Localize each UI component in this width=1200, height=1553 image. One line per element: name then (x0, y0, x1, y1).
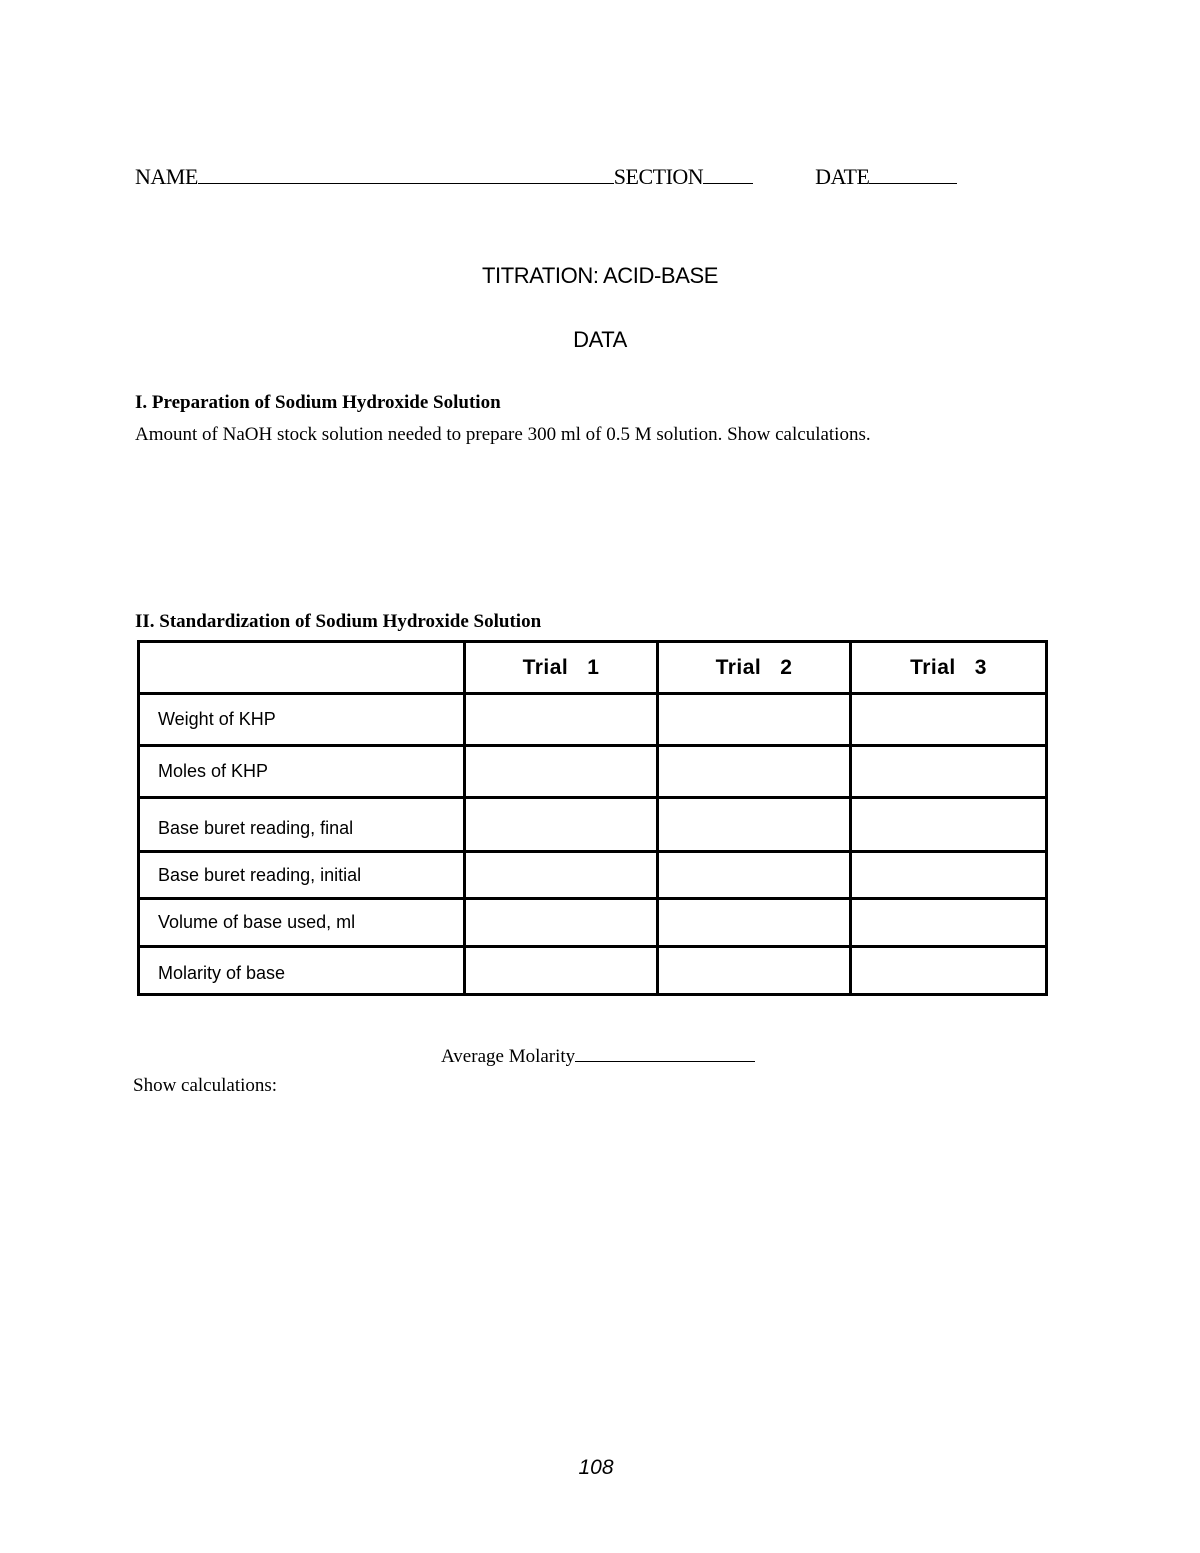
trial-2-header: Trial 2 (658, 642, 851, 694)
table-cell[interactable] (465, 798, 658, 852)
row-label: Weight of KHP (139, 694, 465, 746)
part1-heading: I. Preparation of Sodium Hydroxide Solution (135, 392, 501, 413)
show-calculations-label: Show calculations: (133, 1075, 278, 1096)
section-field[interactable] (703, 165, 753, 184)
date-label: DATE (815, 164, 870, 189)
average-molarity-label: Average Molarity (441, 1046, 576, 1067)
table-cell[interactable] (658, 899, 851, 947)
row-label: Moles of KHP (139, 746, 465, 798)
table-cell[interactable] (658, 798, 851, 852)
table-cell[interactable] (851, 947, 1047, 995)
table-cell[interactable] (465, 947, 658, 995)
part1-instruction: Amount of NaOH stock solution needed to prepare 300 ml of 0.5 M solution. Show calculations. (135, 424, 871, 445)
table-cell[interactable] (851, 746, 1047, 798)
row-label: Base buret reading, initial (139, 852, 465, 899)
table-cell[interactable] (658, 852, 851, 899)
table-row (139, 899, 1047, 947)
page-number: 108 (578, 1456, 614, 1479)
table-cell[interactable] (658, 694, 851, 746)
row-label: Volume of base used, ml (139, 899, 465, 947)
average-molarity (441, 1043, 755, 1068)
table-row (139, 798, 1047, 852)
table-cell[interactable] (465, 899, 658, 947)
table-cell[interactable] (658, 947, 851, 995)
row-label: Molarity of base (139, 947, 465, 995)
part2-heading: II. Standardization of Sodium Hydroxide Solution (135, 611, 542, 632)
section-label: SECTION (613, 164, 704, 189)
name-field[interactable] (198, 165, 614, 184)
table-cell[interactable] (658, 746, 851, 798)
table-header-blank (139, 642, 465, 694)
table-row (139, 746, 1047, 798)
table-cell[interactable] (465, 694, 658, 746)
page-subtitle: DATA (573, 327, 627, 352)
date-field[interactable] (869, 165, 957, 184)
table-row (139, 852, 1047, 899)
table-cell[interactable] (851, 852, 1047, 899)
standardization-table (137, 640, 1048, 996)
table-cell[interactable] (851, 694, 1047, 746)
average-molarity-field[interactable] (575, 1043, 755, 1062)
table-row (139, 947, 1047, 995)
student-info-line (135, 164, 957, 190)
table-cell[interactable] (851, 899, 1047, 947)
page-title: TITRATION: ACID-BASE (481, 263, 719, 288)
table-cell[interactable] (851, 798, 1047, 852)
trial-3-header: Trial 3 (851, 642, 1047, 694)
table-row (139, 694, 1047, 746)
row-label: Base buret reading, final (139, 798, 465, 852)
table-cell[interactable] (465, 852, 658, 899)
table-header-row (139, 642, 1047, 694)
name-label: NAME (135, 164, 198, 189)
trial-1-header: Trial 1 (465, 642, 658, 694)
table-cell[interactable] (465, 746, 658, 798)
